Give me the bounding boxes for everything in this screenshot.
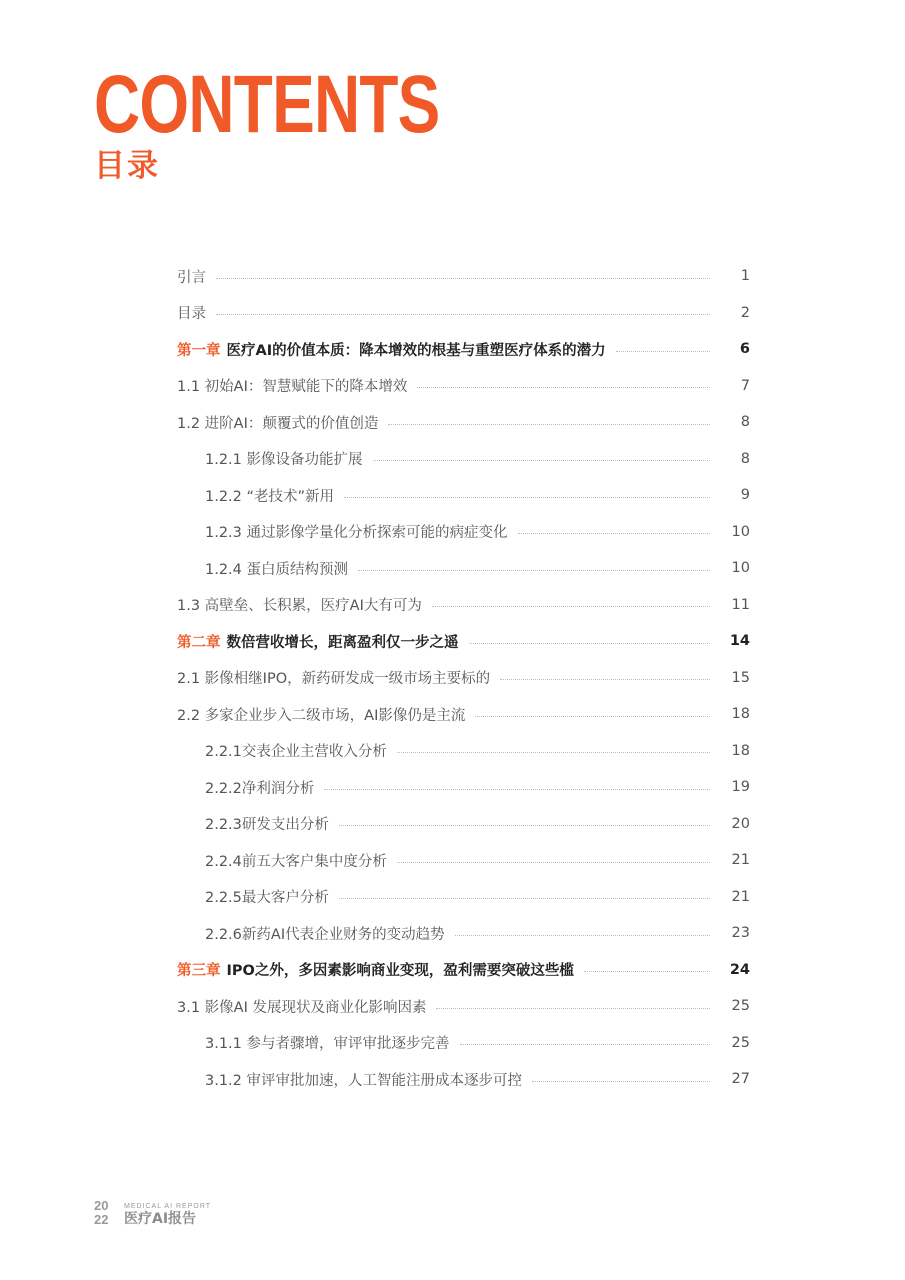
page-number: 27 <box>731 1071 750 1088</box>
toc-entry-row[interactable] <box>177 733 750 770</box>
page-number: 18 <box>731 706 750 723</box>
dot-leader <box>397 862 710 863</box>
toc-entry-title <box>205 777 314 798</box>
year-logo <box>94 1199 118 1229</box>
page-number: 14 <box>729 633 750 650</box>
toc-title-text: 2.2.1交表企业主营收入分析 <box>205 744 387 761</box>
toc-entry-title <box>205 485 334 506</box>
dot-leader <box>500 679 710 680</box>
toc-title-text: 2.2.6新药AI代表企业财务的变动趋势 <box>205 926 445 943</box>
contents-subtitle: 目录 <box>94 148 160 184</box>
toc-entry-title <box>205 1069 522 1090</box>
toc-entry-title <box>177 302 206 323</box>
chapter-label: 第三章 <box>177 963 221 980</box>
page-number: 23 <box>731 925 750 942</box>
dot-leader <box>436 1008 710 1009</box>
toc-entry-title <box>177 996 426 1017</box>
toc-entry-row[interactable] <box>177 769 750 806</box>
page-number: 8 <box>740 414 750 431</box>
toc-entry-title <box>177 266 206 287</box>
toc-entry-title <box>177 667 490 688</box>
toc-entry-row[interactable] <box>177 696 750 733</box>
page-number: 10 <box>731 560 750 577</box>
contents-title: CONTENTS <box>94 59 440 150</box>
page-number: 24 <box>729 961 750 978</box>
page-number: 19 <box>731 779 750 796</box>
page-number: 6 <box>739 341 750 358</box>
toc-entry-title <box>205 558 348 579</box>
page-number: 1 <box>740 268 750 285</box>
dot-leader <box>373 460 710 461</box>
page-number: 18 <box>731 742 750 759</box>
toc-entry-row[interactable] <box>177 258 750 295</box>
page-number: 20 <box>731 815 750 832</box>
dot-leader <box>584 971 710 972</box>
dot-leader <box>475 716 710 717</box>
dot-leader <box>616 351 710 352</box>
dot-leader <box>216 278 710 279</box>
toc-entry-row[interactable] <box>177 660 750 697</box>
dot-leader <box>339 825 710 826</box>
page-number: 10 <box>731 523 750 540</box>
chapter-label: 第二章 <box>177 634 221 651</box>
toc-title-text: 2.2.2净利润分析 <box>205 780 315 797</box>
toc-entry-title <box>177 375 407 396</box>
dot-leader <box>388 424 710 425</box>
page-number: 9 <box>740 487 750 504</box>
footer-brand <box>94 1199 211 1229</box>
year-top: 20 <box>94 1198 109 1213</box>
toc-title-text: 1.2.3 通过影像学量化分析探索可能的病症变化 <box>205 525 508 542</box>
report-name-cn: 医疗AI报告 <box>124 1210 197 1227</box>
toc-entry-title <box>177 631 459 652</box>
toc-entry-row[interactable] <box>177 295 750 332</box>
toc-title-text: 数倍营收增长，距离盈利仅一步之遥 <box>226 634 459 651</box>
toc-title-text: 1.1 初始AI：智慧赋能下的降本增效 <box>177 379 408 396</box>
toc-entry-row[interactable] <box>177 477 750 514</box>
toc-entry-row[interactable] <box>177 514 750 551</box>
page-number: 7 <box>740 377 750 394</box>
toc-title-text: 目录 <box>177 306 206 323</box>
toc-title-text: 1.2.2 “老技术”新用 <box>205 488 335 505</box>
table-of-contents <box>177 258 750 1098</box>
toc-entry-row[interactable] <box>177 441 750 478</box>
toc-entry-title <box>205 740 387 761</box>
toc-entry-title <box>177 412 378 433</box>
dot-leader <box>460 1044 710 1045</box>
toc-title-text: 引言 <box>177 269 206 286</box>
dot-leader <box>417 387 710 388</box>
toc-entry-title <box>177 594 422 615</box>
dot-leader <box>344 497 710 498</box>
toc-title-text: 2.1 影像相继IPO，新药研发成一级市场主要标的 <box>177 671 491 688</box>
page-number: 25 <box>731 998 750 1015</box>
toc-entry-row[interactable] <box>177 1025 750 1062</box>
toc-title-text: 2.2 多家企业步入二级市场，AI影像仍是主流 <box>177 707 466 724</box>
toc-title-text: 3.1.1 参与者骤增，审评审批逐步完善 <box>205 1036 450 1053</box>
dot-leader <box>358 570 710 571</box>
toc-entry-title <box>177 339 606 360</box>
page-number: 8 <box>740 450 750 467</box>
chapter-label: 第一章 <box>177 342 221 359</box>
page-number: 25 <box>731 1034 750 1051</box>
toc-entry-row[interactable] <box>177 806 750 843</box>
toc-title-text: 1.2.4 蛋白质结构预测 <box>205 561 349 578</box>
toc-title-text: 1.2.1 影像设备功能扩展 <box>205 452 363 469</box>
dot-leader <box>339 898 710 899</box>
page-number: 21 <box>731 888 750 905</box>
toc-title-text: 1.3 高壁垒、长积累，医疗AI大有可为 <box>177 598 422 615</box>
report-name-en: MEDICAL AI REPORT <box>124 1202 212 1210</box>
toc-entry-row[interactable] <box>177 842 750 879</box>
dot-leader <box>324 789 710 790</box>
dot-leader <box>518 533 710 534</box>
year-bottom: 22 <box>94 1212 109 1227</box>
toc-entry-row[interactable] <box>177 368 750 405</box>
toc-title-text: 3.1 影像AI 发展现状及商业化影响因素 <box>177 999 427 1016</box>
toc-entry-title <box>205 850 387 871</box>
toc-entry-row[interactable] <box>177 404 750 441</box>
toc-title-text: 3.1.2 审评审批加速，人工智能注册成本逐步可控 <box>205 1072 523 1089</box>
dot-leader <box>455 935 710 936</box>
page-number: 11 <box>731 596 750 613</box>
toc-chapter-row[interactable] <box>177 623 750 660</box>
toc-entry-title <box>177 959 574 980</box>
toc-entry-title <box>205 923 445 944</box>
dot-leader <box>469 643 711 644</box>
toc-entry-title <box>205 813 329 834</box>
page-header <box>94 59 537 184</box>
page-number: 15 <box>731 669 750 686</box>
toc-chapter-row[interactable] <box>177 331 750 368</box>
toc-entry-row[interactable] <box>177 1061 750 1098</box>
toc-title-text: 2.2.3研发支出分析 <box>205 817 329 834</box>
dot-leader <box>397 752 710 753</box>
dot-leader <box>216 314 710 315</box>
page-number: 21 <box>731 852 750 869</box>
toc-entry-row[interactable] <box>177 587 750 624</box>
toc-title-text: 2.2.5最大客户分析 <box>205 890 329 907</box>
toc-title-text: 2.2.4前五大客户集中度分析 <box>205 853 387 870</box>
toc-entry-title <box>205 1032 450 1053</box>
dot-leader <box>532 1081 710 1082</box>
toc-chapter-row[interactable] <box>177 952 750 989</box>
toc-entry-row[interactable] <box>177 988 750 1025</box>
toc-entry-row[interactable] <box>177 550 750 587</box>
toc-title-text: IPO之外，多因素影响商业变现，盈利需要突破这些槛 <box>226 963 574 980</box>
toc-entry-row[interactable] <box>177 879 750 916</box>
toc-entry-title <box>205 448 363 469</box>
toc-entry-title <box>205 521 508 542</box>
toc-title-text: 医疗AI的价值本质：降本增效的根基与重塑医疗体系的潜力 <box>226 342 606 359</box>
page-number: 2 <box>740 304 750 321</box>
dot-leader <box>432 606 710 607</box>
toc-entry-title <box>177 704 465 725</box>
toc-entry-row[interactable] <box>177 915 750 952</box>
toc-title-text: 1.2 进阶AI：颠覆式的价值创造 <box>177 415 379 432</box>
toc-entry-title <box>205 886 329 907</box>
